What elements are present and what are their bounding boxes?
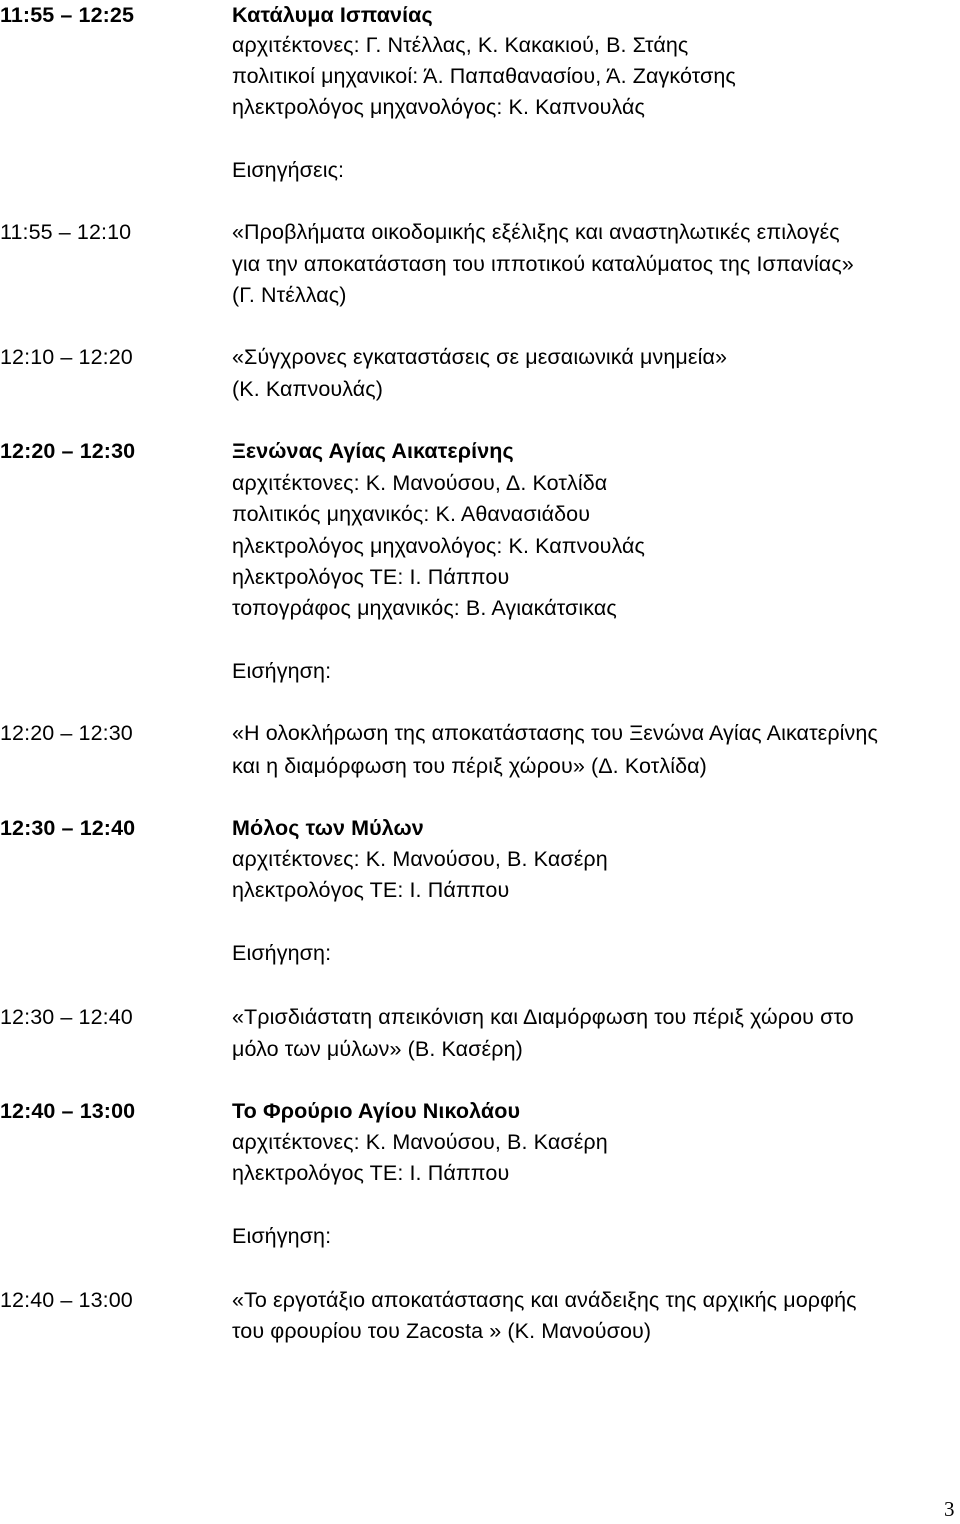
session-title: Το Φρούριο Αγίου Νικολάου — [232, 1099, 521, 1123]
talk-time: 12:40 – 13:00 — [0, 1288, 133, 1312]
talk-time: 11:55 – 12:10 — [0, 220, 132, 244]
session-credit: αρχιτέκτονες: Κ. Μανούσου, Β. Κασέρη — [232, 847, 608, 871]
session-credit: ηλεκτρολόγος ΤΕ: Ι. Πάππου — [232, 565, 510, 589]
talk-line: του φρουρίου του Zacosta » (Κ. Μανούσου) — [232, 1319, 652, 1343]
session-credit: τοπογράφος μηχανικός: Β. Αγιακάτσικας — [232, 596, 617, 620]
session-credit: αρχιτέκτονες: Κ. Μανούσου, Β. Κασέρη — [232, 1130, 608, 1154]
talk-time: 12:30 – 12:40 — [0, 1005, 133, 1029]
session-credit: πολιτικός μηχανικός: Κ. Αθανασιάδου — [232, 502, 591, 526]
talk-time: 12:10 – 12:20 — [0, 345, 133, 369]
session-time: 12:20 – 12:30 — [0, 439, 136, 463]
session-time: 11:55 – 12:25 — [0, 3, 134, 27]
talk-line: «Η ολοκλήρωση της αποκατάστασης του Ξενώνα Αγίας Αικατερίνης — [232, 721, 878, 745]
talks-heading: Εισήγηση: — [232, 659, 332, 683]
session-title: Ξενώνας Αγίας Αικατερίνης — [232, 439, 514, 463]
talk-line: «Προβλήματα οικοδομικής εξέλιξης και αναστηλωτικές επιλογές — [232, 220, 840, 244]
talks-heading: Εισήγηση: — [232, 1224, 332, 1248]
talks-heading: Εισήγηση: — [232, 941, 332, 965]
talk-line: (Γ. Ντέλλας) — [232, 283, 347, 307]
session-title: Κατάλυμα Ισπανίας — [232, 3, 433, 27]
session-credit: αρχιτέκτονες: Γ. Ντέλλας, Κ. Κακακιού, Β. Στάης — [232, 33, 689, 57]
session-credit: αρχιτέκτονες: Κ. Μανούσου, Δ. Κοτλίδα — [232, 471, 608, 495]
session-credit: ηλεκτρολόγος ΤΕ: Ι. Πάππου — [232, 1161, 510, 1185]
session-credit: ηλεκτρολόγος μηχανολόγος: Κ. Καπνουλάς — [232, 95, 646, 119]
session-time: 12:30 – 12:40 — [0, 816, 136, 840]
session-credit: ηλεκτρολόγος μηχανολόγος: Κ. Καπνουλάς — [232, 534, 646, 558]
talk-line: «Σύγχρονες εγκαταστάσεις σε μεσαιωνικά μνημεία» — [232, 345, 728, 369]
session-credit: ηλεκτρολόγος ΤΕ: Ι. Πάππου — [232, 878, 510, 902]
talk-line: για την αποκατάσταση του ιπποτικού καταλύματος της Ισπανίας» — [232, 252, 854, 276]
talk-line: (Κ. Καπνουλάς) — [232, 377, 384, 401]
talk-time: 12:20 – 12:30 — [0, 721, 133, 745]
talks-heading: Εισηγήσεις: — [232, 158, 345, 182]
talk-line: και η διαμόρφωση του πέριξ χώρου» (Δ. Κοτλίδα) — [232, 754, 707, 778]
page-number: 3 — [944, 1497, 955, 1521]
session-title: Μόλος των Μύλων — [232, 816, 424, 840]
talk-line: «Το εργοτάξιο αποκατάστασης και ανάδειξης της αρχικής μορφής — [232, 1288, 857, 1312]
session-credit: πολιτικοί μηχανικοί: Ά. Παπαθανασίου, Ά. Ζαγκότσης — [232, 64, 736, 88]
talk-line: «Τρισδιάστατη απεικόνιση και Διαμόρφωση του πέριξ χώρου στο — [232, 1005, 854, 1029]
session-time: 12:40 – 13:00 — [0, 1099, 136, 1123]
talk-line: μόλο των μύλων» (Β. Κασέρη) — [232, 1037, 523, 1061]
